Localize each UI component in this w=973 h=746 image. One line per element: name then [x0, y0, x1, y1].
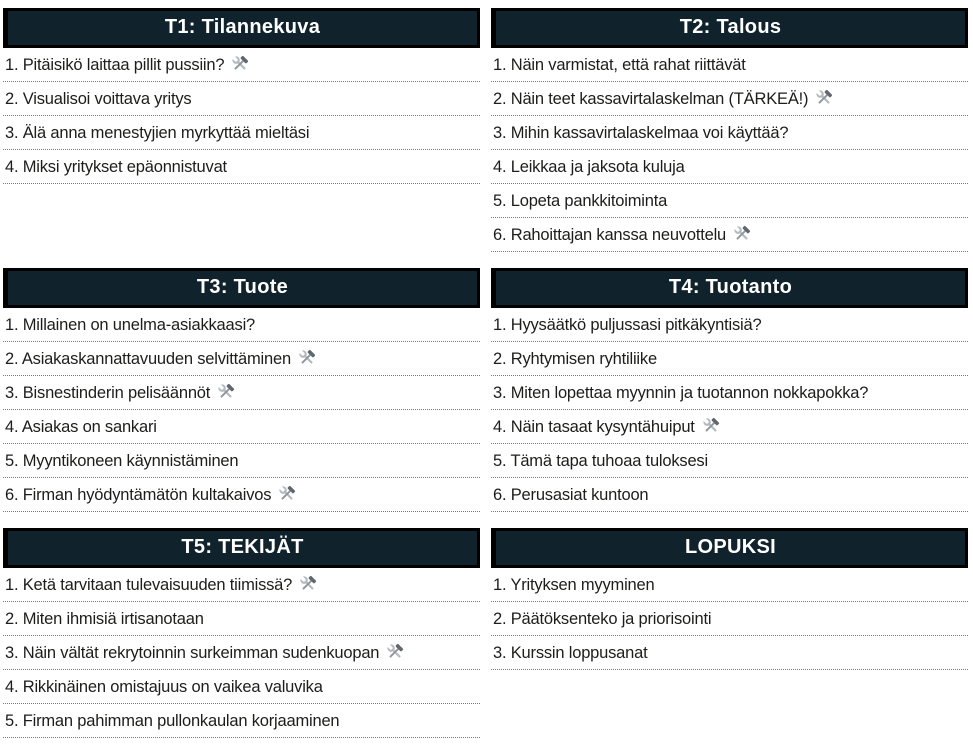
lesson-item [3, 704, 480, 738]
lesson-item [491, 116, 968, 150]
lesson-item [3, 568, 480, 602]
lesson-item [3, 478, 480, 512]
lesson-item [491, 376, 968, 410]
lesson-item [491, 444, 968, 478]
lesson-title: 5. Lopeta pankkitoiminta [493, 191, 668, 210]
section-t1 [3, 8, 480, 184]
lesson-item [491, 48, 968, 82]
lesson-title: 3. Miten lopettaa myynnin ja tuotannon nokkapokka? [493, 383, 869, 402]
hammer-wrench-icon [277, 484, 297, 504]
lesson-item [3, 342, 480, 376]
lesson-item [491, 568, 968, 602]
lesson-title: 5. Tämä tapa tuhoaa tuloksesi [493, 451, 708, 470]
lesson-title: 2. Miten ihmisiä irtisanotaan [5, 609, 204, 628]
hammer-wrench-icon [298, 574, 318, 594]
lesson-title: 3. Näin vältät rekrytoinnin surkeimman sudenkuopan [5, 643, 380, 662]
lesson-title: 2. Näin teet kassavirtalaskelman (TÄRKEÄ!) [493, 89, 809, 108]
lesson-item [3, 150, 480, 184]
section-title: T5: TEKIJÄT [3, 528, 480, 568]
hammer-wrench-icon [297, 348, 317, 368]
lesson-title: 4. Miksi yritykset epäonnistuvat [5, 157, 227, 176]
lesson-item [3, 444, 480, 478]
lesson-title: 1. Hyysäätkö puljussasi pitkäkyntisiä? [493, 315, 762, 334]
lesson-item [491, 410, 968, 444]
lesson-item [3, 82, 480, 116]
lesson-title: 1. Näin varmistat, että rahat riittävät [493, 55, 746, 74]
lesson-item [3, 116, 480, 150]
lesson-item [491, 342, 968, 376]
section-title: T2: Talous [491, 8, 968, 48]
lesson-title: 6. Firman hyödyntämätön kultakaivos [5, 485, 272, 504]
lesson-item [3, 670, 480, 704]
lesson-item [491, 82, 968, 116]
lesson-title: 2. Visualisoi voittava yritys [5, 89, 192, 108]
lesson-title: 4. Asiakas on sankari [5, 417, 157, 436]
section-title: T3: Tuote [3, 268, 480, 308]
lesson-title: 5. Myyntikoneen käynnistäminen [5, 451, 239, 470]
hammer-wrench-icon [216, 382, 236, 402]
lesson-title: 3. Mihin kassavirtalaskelmaa voi käyttää? [493, 123, 789, 142]
lesson-title: 5. Firman pahimman pullonkaulan korjaaminen [5, 711, 340, 730]
lesson-title: 6. Rahoittajan kanssa neuvottelu [493, 225, 727, 244]
section-t3 [3, 268, 480, 512]
lesson-item [3, 376, 480, 410]
section-t5 [3, 528, 480, 738]
lesson-title: 1. Millainen on unelma-asiakkaasi? [5, 315, 256, 334]
hammer-wrench-icon [230, 54, 250, 74]
hammer-wrench-icon [701, 416, 721, 436]
lesson-title: 3. Bisnestinderin pelisäännöt [5, 383, 211, 402]
lesson-title: 6. Perusasiat kuntoon [493, 485, 649, 504]
lesson-item [3, 410, 480, 444]
lesson-title: 1. Pitäisikö laittaa pillit pussiin? [5, 55, 225, 74]
lesson-title: 4. Leikkaa ja jaksota kuluja [493, 157, 685, 176]
lesson-title: 2. Ryhtymisen ryhtiliike [493, 349, 657, 368]
lesson-title: 4. Rikkinäinen omistajuus on vaikea valuvika [5, 677, 323, 696]
lesson-item [3, 602, 480, 636]
lesson-title: 3. Kurssin loppusanat [493, 643, 648, 662]
section-title: T4: Tuotanto [491, 268, 968, 308]
section-t2 [491, 8, 968, 252]
lesson-item [491, 184, 968, 218]
lesson-item [3, 636, 480, 670]
lesson-item [491, 308, 968, 342]
lesson-title: 1. Yrityksen myyminen [493, 575, 655, 594]
lesson-title: 2. Asiakaskannattavuuden selvittäminen [5, 349, 291, 368]
section-t4 [491, 268, 968, 512]
lesson-title: 4. Näin tasaat kysyntähuiput [493, 417, 695, 436]
hammer-wrench-icon [814, 88, 834, 108]
lesson-item [3, 48, 480, 82]
lesson-item [491, 150, 968, 184]
hammer-wrench-icon [385, 642, 405, 662]
lesson-title: 3. Älä anna menestyjien myrkyttää mieltäsi [5, 123, 310, 142]
section-title: T1: Tilannekuva [3, 8, 480, 48]
lesson-title: 2. Päätöksenteko ja priorisointi [493, 609, 712, 628]
section-lopuksi [491, 528, 968, 670]
section-title: LOPUKSI [491, 528, 968, 568]
hammer-wrench-icon [732, 224, 752, 244]
lesson-item [491, 602, 968, 636]
lesson-item [491, 636, 968, 670]
lesson-item [491, 218, 968, 252]
lesson-title: 1. Ketä tarvitaan tulevaisuuden tiimissä? [5, 575, 293, 594]
lesson-item [491, 478, 968, 512]
lesson-item [3, 308, 480, 342]
